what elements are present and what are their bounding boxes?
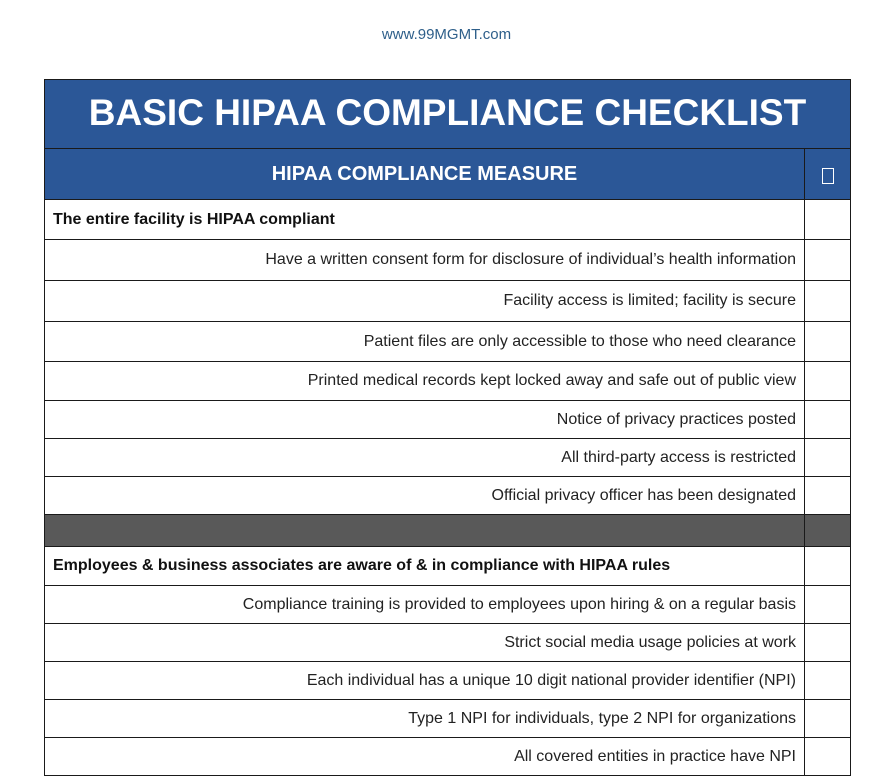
check-cell[interactable] bbox=[805, 322, 850, 361]
check-cell[interactable] bbox=[805, 401, 850, 438]
divider-check-cell bbox=[805, 515, 850, 546]
check-cell[interactable] bbox=[805, 586, 850, 623]
site-link[interactable]: www.99MGMT.com bbox=[381, 26, 512, 43]
checklist-row bbox=[45, 586, 850, 624]
checklist-row bbox=[45, 240, 850, 281]
check-cell[interactable] bbox=[805, 547, 850, 585]
checklist-title: BASIC HIPAA COMPLIANCE CHECKLIST bbox=[45, 80, 850, 149]
check-cell[interactable] bbox=[805, 624, 850, 661]
check-cell[interactable] bbox=[805, 240, 850, 280]
check-cell[interactable] bbox=[805, 662, 850, 699]
checklist-item: Facility access is limited; facility is secure bbox=[45, 281, 805, 321]
section-heading: Employees & business associates are aware of & in compliance with HIPAA rules bbox=[45, 547, 805, 585]
check-cell[interactable] bbox=[805, 439, 850, 476]
check-cell[interactable] bbox=[805, 200, 850, 239]
checklist-row bbox=[45, 624, 850, 662]
checklist-item: Each individual has a unique 10 digit national provider identifier (NPI) bbox=[45, 662, 805, 699]
checklist-item: Strict social media usage policies at work bbox=[45, 624, 805, 661]
check-cell[interactable] bbox=[805, 738, 850, 775]
checklist-row bbox=[45, 362, 850, 401]
column-header-measure: HIPAA COMPLIANCE MEASURE bbox=[45, 149, 805, 199]
checklist-row bbox=[45, 322, 850, 362]
checklist-item: All third-party access is restricted bbox=[45, 439, 805, 476]
checklist-row bbox=[45, 281, 850, 322]
checklist-item: Compliance training is provided to employees upon hiring & on a regular basis bbox=[45, 586, 805, 623]
checklist-table bbox=[44, 79, 851, 776]
checklist-row bbox=[45, 662, 850, 700]
divider-cell bbox=[45, 515, 805, 546]
check-cell[interactable] bbox=[805, 362, 850, 400]
check-cell[interactable] bbox=[805, 281, 850, 321]
section-heading: The entire facility is HIPAA compliant bbox=[45, 200, 805, 239]
checklist-item: Have a written consent form for disclosure of individual’s health information bbox=[45, 240, 805, 280]
section-divider bbox=[45, 515, 850, 547]
section-heading-row bbox=[45, 200, 850, 240]
checklist-item: Official privacy officer has been designated bbox=[45, 477, 805, 514]
checklist-row bbox=[45, 439, 850, 477]
column-header-row bbox=[45, 149, 850, 200]
check-cell[interactable] bbox=[805, 477, 850, 514]
checklist-row bbox=[45, 700, 850, 738]
checklist-row bbox=[45, 401, 850, 439]
checklist-item: All covered entities in practice have NPI bbox=[45, 738, 805, 775]
checkbox-icon bbox=[822, 168, 834, 184]
checklist-item: Printed medical records kept locked away and safe out of public view bbox=[45, 362, 805, 400]
checklist-row bbox=[45, 477, 850, 515]
checklist-item: Type 1 NPI for individuals, type 2 NPI for organizations bbox=[45, 700, 805, 737]
checklist-item: Patient files are only accessible to those who need clearance bbox=[45, 322, 805, 361]
column-header-check bbox=[805, 149, 850, 199]
section-heading-row bbox=[45, 547, 850, 586]
checklist-item: Notice of privacy practices posted bbox=[45, 401, 805, 438]
check-cell[interactable] bbox=[805, 700, 850, 737]
checklist-row bbox=[45, 738, 850, 776]
